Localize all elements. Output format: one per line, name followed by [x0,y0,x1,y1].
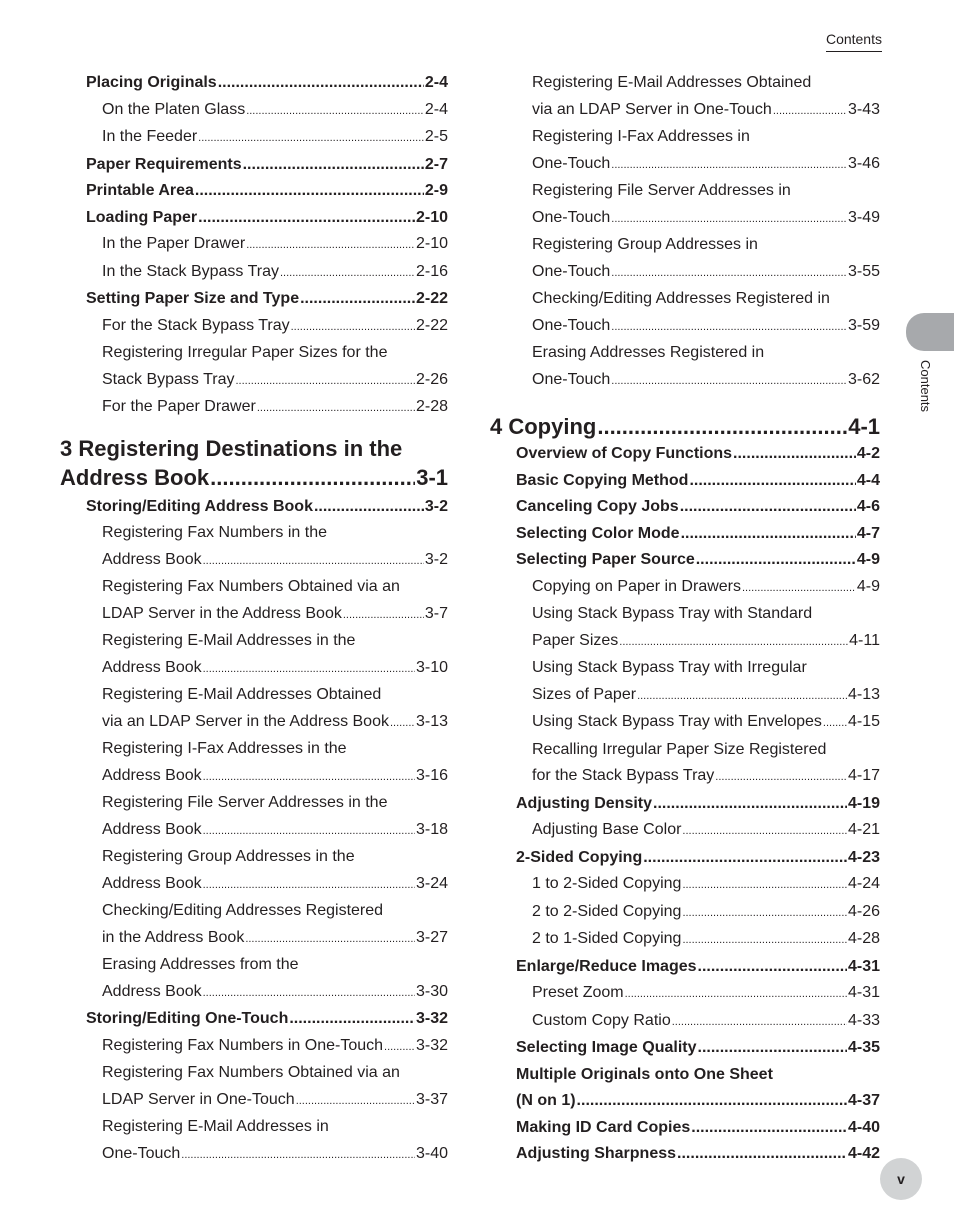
toc-chapter-entry[interactable] [60,434,448,492]
toc-page-number: 4-7 [856,524,880,542]
toc-entry-text: Storing/Editing One-Touch [86,1010,289,1027]
toc-subsection-entry[interactable] [60,124,448,152]
dot-leader [637,683,847,710]
dot-leader [195,178,424,205]
toc-page-number: 3-46 [847,154,880,172]
toc-page-number: 2-5 [424,128,448,145]
toc-page-number: 4-19 [847,794,880,812]
toc-subsection-entry[interactable] [60,520,448,574]
toc-subsection-entry[interactable] [490,232,880,286]
toc-subsection-entry[interactable] [60,394,448,422]
toc-entry-text: One-Touch [532,208,611,226]
dot-leader [181,1142,415,1169]
toc-section-entry[interactable] [60,494,448,521]
toc-page-number: 2-16 [415,262,448,280]
toc-chapter-entry[interactable] [490,412,880,441]
toc-entry-text: Storing/Editing Address Book [86,497,313,515]
toc-page-number: 3-2 [424,497,448,515]
toc-entry-text: LDAP Server in the Address Book [102,604,342,622]
toc-entry-text: Registering I-Fax Addresses in the [102,740,347,757]
toc-entry-text: Registering E-Mail Addresses Obtained [102,686,382,703]
dot-leader [198,205,415,232]
toc-subsection-entry[interactable] [60,1060,448,1114]
toc-page-number: 4-17 [847,767,880,784]
toc-entry-text: via an LDAP Server in the Address Book [102,712,389,730]
toc-subsection-entry[interactable] [490,286,880,340]
toc-entry-text: Registering Group Addresses in the [102,848,355,865]
toc-entry-text: 4 Copying [490,414,597,439]
toc-page-number: 2-28 [415,398,448,415]
toc-entry-text: In the Stack Bypass Tray [102,262,279,280]
toc-entry-text: One-Touch [102,1144,181,1162]
toc-subsection-entry[interactable] [490,601,880,655]
toc-entry-text: Paper Requirements [86,155,242,173]
dot-leader [314,494,424,521]
dot-leader [691,1115,847,1142]
toc-section-entry[interactable] [490,494,880,521]
toc-section-entry[interactable] [490,521,880,548]
dot-leader [677,1141,847,1168]
toc-entry-text: Setting Paper Size and Type [86,290,300,307]
toc-page-number: 4-23 [847,848,880,866]
dot-leader [672,1009,847,1036]
toc-entry-text: One-Touch [532,316,611,334]
toc-page-number: 3-32 [415,1010,448,1027]
dot-leader [203,656,415,683]
toc-entry-text: LDAP Server in One-Touch [102,1090,295,1108]
toc-section-entry[interactable] [60,178,448,205]
toc-entry-text: Erasing Addresses from the [102,956,299,973]
toc-subsection-entry[interactable] [60,1033,448,1061]
toc-entry-text: Checking/Editing Addresses Registered in [532,290,830,307]
toc-entry-text: Address Book [102,874,202,892]
toc-entry-text: Registering File Server Addresses in the [102,794,388,811]
dot-leader [681,521,856,548]
toc-entry-text: Adjusting Sharpness [516,1145,677,1162]
dot-leader [390,710,415,737]
toc-subsection-entry[interactable] [60,898,448,952]
toc-page-number: 2-10 [415,208,448,226]
toc-page-number: 3-13 [415,712,448,730]
dot-leader [577,1088,847,1115]
toc-entry-text: Placing Originals [86,74,217,91]
toc-page-number: 3-30 [415,982,448,1000]
toc-page-number: 2-26 [415,370,448,388]
toc-entry-text: On the Platen Glass [102,100,246,118]
toc-page-number: 3-49 [847,208,880,226]
toc-entry-text: Stack Bypass Tray [102,370,235,388]
toc-page-number: 3-10 [415,658,448,676]
dot-leader [291,314,415,341]
dot-leader [245,926,415,953]
toc-page-number: 3-24 [415,874,448,892]
toc-page-number: 2-4 [424,74,448,91]
dot-leader [203,764,415,791]
toc-page-number: 4-6 [856,498,880,515]
dot-leader [343,602,424,629]
toc-page-number: 2-7 [424,155,448,173]
toc-subsection-entry[interactable] [490,926,880,954]
toc-page-number: 3-18 [415,820,448,838]
toc-entry-text: Using Stack Bypass Tray with Irregular [532,659,807,676]
toc-subsection-entry[interactable] [490,980,880,1008]
toc-page-number: 2-22 [415,290,448,307]
toc-entry-text: Basic Copying Method [516,471,689,489]
toc-page-number: 4-11 [849,631,880,649]
dot-leader [698,1035,847,1062]
toc-entry-text: 2-Sided Copying [516,848,643,866]
toc-entry-text: Selecting Color Mode [516,524,680,542]
toc-section-entry[interactable] [490,1141,880,1168]
toc-subsection-entry[interactable] [490,817,880,845]
dot-leader [203,872,415,899]
dot-leader [203,548,424,575]
toc-section-entry[interactable] [490,1035,880,1062]
toc-subsection-entry[interactable] [490,574,880,602]
toc-page-number: 3-16 [415,766,448,784]
toc-entry-text: Preset Zoom [532,984,624,1001]
toc-section-entry[interactable] [490,791,880,818]
toc-entry-text: Recalling Irregular Paper Size Registered [532,740,827,758]
toc-page-number: 2-10 [415,235,448,252]
toc-entry-text: Registering Fax Numbers Obtained via an [102,578,400,595]
dot-leader [773,98,847,125]
toc-entry-text: Overview of Copy Functions [516,445,733,462]
toc-entry-text: Registering E-Mail Addresses in the [102,632,356,649]
toc-entry-text: Registering Fax Numbers Obtained via an [102,1064,400,1081]
toc-entry-text: 2 to 2-Sided Copying [532,902,682,920]
toc-entry-text: Canceling Copy Jobs [516,498,679,515]
toc-subsection-entry[interactable] [60,97,448,125]
toc-entry-text: via an LDAP Server in One-Touch [532,100,772,118]
toc-entry-text: Registering Fax Numbers in the [102,524,327,541]
toc-subsection-entry[interactable] [60,790,448,844]
toc-entry-text: Selecting Paper Source [516,551,695,568]
dot-leader [611,206,847,233]
toc-entry-text: One-Touch [532,154,611,172]
dot-leader [203,980,415,1007]
toc-section-entry[interactable] [60,286,448,313]
toc-entry-text: (N on 1) [516,1092,576,1109]
toc-section-entry[interactable] [490,468,880,495]
toc-subsection-entry[interactable] [490,178,880,232]
dot-leader [210,463,415,492]
toc-entry-text: Checking/Editing Addresses Registered [102,902,384,919]
toc-entry-text: 1 to 2-Sided Copying [532,875,682,892]
toc-entry-text: Paper Sizes [532,631,619,649]
toc-entry-text: Using Stack Bypass Tray with Envelopes [532,713,822,730]
toc-entry-text: Registering Irregular Paper Sizes for the [102,344,388,361]
toc-entry-text: For the Paper Drawer [102,398,256,415]
toc-section-entry[interactable] [60,1006,448,1033]
dot-leader [682,927,847,954]
toc-subsection-entry[interactable] [60,340,448,394]
toc-entry-text: Loading Paper [86,208,198,226]
toc-entry-text: Enlarge/Reduce Images [516,957,697,975]
dot-leader [611,314,847,341]
toc-page-number: 4-24 [847,875,880,892]
page-number-badge: v [880,1158,922,1200]
dot-leader [597,412,847,441]
toc-section-entry[interactable] [60,70,448,97]
toc-subsection-entry[interactable] [60,259,448,287]
toc-entry-text: Erasing Addresses Registered in [532,344,765,361]
dot-leader [611,368,847,395]
toc-page-number: 3-55 [847,262,880,280]
toc-page-number: 4-42 [847,1145,880,1162]
toc-subsection-entry[interactable] [490,340,880,394]
toc-entry-text: 2 to 1-Sided Copying [532,930,682,947]
toc-entry-text: Copying on Paper in Drawers [532,577,741,595]
toc-section-entry[interactable] [490,547,880,574]
dot-leader [611,260,847,287]
toc-page-number: 3-27 [415,928,448,946]
toc-page-number: 3-1 [416,464,448,490]
toc-entry-text: in the Address Book [102,928,245,946]
toc-entry-text: Adjusting Density [516,794,653,812]
toc-page-number: 4-15 [847,713,880,730]
toc-subsection-entry[interactable] [490,737,880,791]
toc-page-number: 3-37 [415,1090,448,1108]
toc-page-number: 4-4 [856,471,880,489]
dot-leader [280,260,415,287]
dot-leader [696,547,856,574]
dot-leader [742,575,856,602]
dot-leader [643,845,847,872]
toc-page-number: 3-7 [424,604,448,622]
toc-entry-text: Address Book [102,766,202,784]
toc-entry-text: Sizes of Paper [532,685,637,703]
toc-subsection-entry[interactable] [490,709,880,737]
toc-entry-text: Registering I-Fax Addresses in [532,128,750,145]
toc-page-number: 2-22 [415,316,448,334]
toc-section-entry[interactable] [490,441,880,468]
toc-subsection-entry[interactable] [60,682,448,736]
chapter-side-tab[interactable] [906,313,954,351]
toc-left-column [60,70,448,1168]
toc-entry-text: Making ID Card Copies [516,1118,691,1136]
dot-leader [689,468,855,495]
toc-subsection-entry[interactable] [60,574,448,628]
toc-page-number: 3-59 [847,316,880,334]
dot-leader [203,818,415,845]
dot-leader [246,98,424,125]
toc-page-number: 4-1 [848,414,880,439]
toc-section-entry[interactable] [60,152,448,179]
dot-leader [715,764,847,791]
toc-entry-text: Address Book [102,982,202,1000]
dot-leader [625,981,847,1008]
dot-leader [300,286,415,313]
toc-entry-text: Registering Group Addresses in [532,236,758,253]
toc-page-number: 4-21 [847,821,880,838]
toc-entry-text: Registering File Server Addresses in [532,182,791,199]
toc-subsection-entry[interactable] [490,899,880,927]
toc-page-number: 4-35 [847,1039,880,1056]
dot-leader [682,818,847,845]
toc-entry-text: Address Book [60,464,210,490]
toc-entry-text: For the Stack Bypass Tray [102,316,290,334]
dot-leader [198,125,424,152]
toc-entry-text: Using Stack Bypass Tray with Standard [532,605,813,622]
toc-page-number: 2-4 [424,100,448,118]
toc-page-number: 4-9 [856,577,880,595]
running-header: Contents [826,31,882,52]
toc-right-column [490,70,880,1168]
toc-entry-text: Address Book [102,820,202,838]
side-tab-label: Contents [918,360,933,413]
toc-entry-text: Adjusting Base Color [532,821,682,838]
toc-subsection-entry[interactable] [490,871,880,899]
toc-page-number: 4-9 [856,551,880,568]
dot-leader [257,395,415,422]
toc-section-entry[interactable] [60,205,448,232]
toc-section-entry[interactable] [490,845,880,872]
toc-page-number: 4-31 [847,957,880,975]
toc-entry-text: Registering E-Mail Addresses Obtained [532,74,812,91]
toc-page-number: 3-43 [847,100,880,118]
dot-leader [823,710,847,737]
toc-entry-text: Registering E-Mail Addresses in [102,1118,329,1135]
toc-section-entry[interactable] [490,1115,880,1142]
toc-entry-text: Custom Copy Ratio [532,1011,671,1029]
toc-subsection-entry[interactable] [60,736,448,790]
toc-subsection-entry[interactable] [60,952,448,1006]
toc-subsection-entry[interactable] [490,1008,880,1036]
toc-entry-text: In the Paper Drawer [102,235,246,252]
toc-entry-text: Address Book [102,658,202,676]
toc-subsection-entry[interactable] [60,231,448,259]
dot-leader [289,1006,415,1033]
toc-entry-text: Multiple Originals onto One Sheet [516,1065,773,1083]
toc-page-number: 3-2 [424,550,448,568]
dot-leader [680,494,856,521]
toc-entry-text: 3 Registering Destinations in the [60,435,403,461]
dot-leader [236,368,415,395]
toc-page-number: 2-9 [424,182,448,199]
dot-leader [246,232,415,259]
toc-subsection-entry[interactable] [60,628,448,682]
dot-leader [243,152,424,179]
toc-subsection-entry[interactable] [60,313,448,341]
dot-leader [653,791,847,818]
toc-subsection-entry[interactable] [60,844,448,898]
toc-page-number: 4-2 [856,445,880,462]
toc-entry-text: for the Stack Bypass Tray [532,767,715,784]
toc-page-number: 4-33 [847,1011,880,1029]
dot-leader [682,900,847,927]
toc-entry-text: One-Touch [532,370,611,388]
dot-leader [218,70,424,97]
toc-entry-text: In the Feeder [102,128,198,145]
toc-subsection-entry[interactable] [60,1114,448,1168]
dot-leader [698,954,847,981]
toc-page-number: 4-28 [847,930,880,947]
toc-page-number: 3-32 [415,1036,448,1054]
toc-page-number: 4-31 [847,984,880,1001]
toc-entry-text: Printable Area [86,182,194,199]
toc-subsection-entry[interactable] [490,70,880,124]
dot-leader [619,629,848,656]
toc-entry-text: Address Book [102,550,202,568]
toc-subsection-entry[interactable] [490,124,880,178]
toc-page-number: 3-62 [847,370,880,388]
dot-leader [296,1088,415,1115]
dot-leader [682,872,847,899]
dot-leader [733,441,856,468]
toc-page-number: 4-26 [847,902,880,920]
toc-section-entry[interactable] [490,1062,880,1115]
toc-entry-text: Registering Fax Numbers in One-Touch [102,1036,384,1054]
toc-entry-text: Selecting Image Quality [516,1039,697,1056]
toc-page-number: 4-40 [847,1118,880,1136]
toc-page-number: 3-40 [415,1144,448,1162]
toc-entry-text: One-Touch [532,262,611,280]
toc-subsection-entry[interactable] [490,655,880,709]
dot-leader [611,152,847,179]
dot-leader [384,1034,415,1061]
toc-section-entry[interactable] [490,954,880,981]
toc-page-number: 4-37 [847,1092,880,1109]
toc-page-number: 4-13 [847,685,880,703]
